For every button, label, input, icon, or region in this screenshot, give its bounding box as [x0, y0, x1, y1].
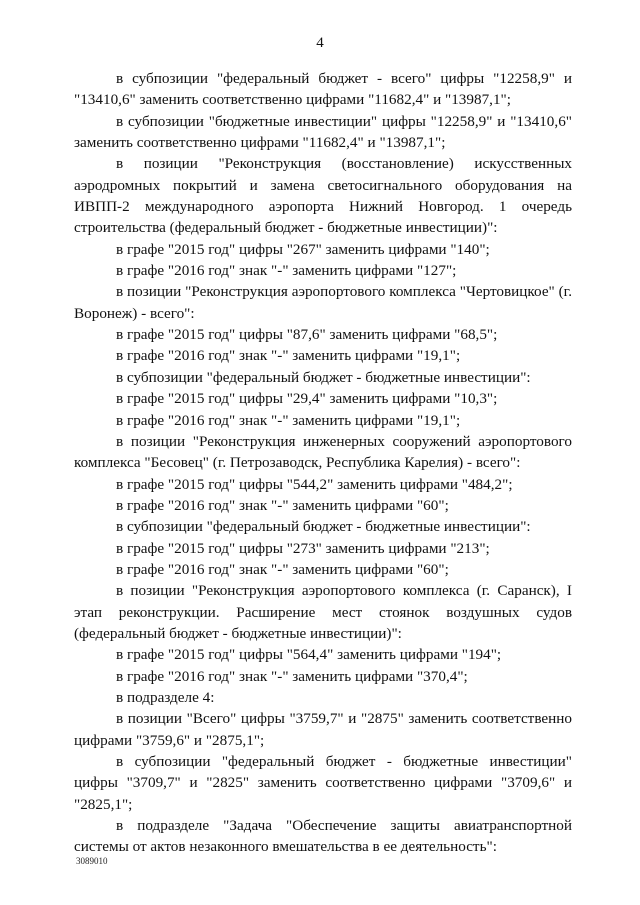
paragraph: в подразделе 4: [116, 688, 215, 706]
document-body [74, 68, 572, 858]
paragraph: в графе "2016 год" знак "-" заменить цифрами "60"; [116, 496, 449, 514]
paragraph: в позиции "Реконструкция инженерных сооружений аэропортового комплекса "Бесовец" (г. Петрозаводск, Республика Карелия) - всего": [74, 432, 572, 472]
paragraph: в позиции "Реконструкция аэропортового комплекса (г. Саранск), I этап реконструкции. Расширение мест стоянок воздушных судов (федеральный бюджет - бюджетные инвестиции)": [74, 582, 572, 642]
paragraph: в позиции "Реконструкция (восстановление) искусственных аэродромных покрытий и замена светосигнального оборудования на ИВПП-2 международного аэропорта Нижний Новгород. 1 очередь строительства (федеральный бюджет - бюджетные инвестиции)": [74, 155, 572, 237]
paragraph: в субпозиции "федеральный бюджет - всего" цифры "12258,9" и "13410,6" заменить соответственно цифрами "11682,4" и "13987,1"; [74, 70, 572, 109]
paragraph: в графе "2015 год" цифры "87,6" заменить цифрами "68,5"; [116, 326, 498, 344]
paragraph: в субпозиции "федеральный бюджет - бюджетные инвестиции": [116, 368, 531, 386]
paragraph: в субпозиции "бюджетные инвестиции" цифры "12258,9" и "13410,6" заменить соответственно цифрами "11682,4" и "13987,1"; [74, 112, 572, 152]
paragraph: в субпозиции "федеральный бюджет - бюджетные инвестиции" цифры "3709,7" и "2825" заменить соответственно цифрами "3709,6" и "2825,1"; [74, 753, 572, 813]
paragraph: в позиции "Реконструкция аэропортового комплекса "Чертовицкое" (г. Воронеж) - всего": [74, 283, 572, 322]
paragraph: в графе "2015 год" цифры "267" заменить цифрами "140"; [116, 240, 490, 258]
paragraph: в графе "2016 год" знак "-" заменить цифрами "60"; [116, 560, 449, 578]
paragraph: в графе "2015 год" цифры "544,2" заменить цифрами "484,2"; [116, 475, 513, 493]
paragraph: в графе "2015 год" цифры "564,4" заменить цифрами "194"; [116, 646, 502, 664]
paragraph: в графе "2016 год" знак "-" заменить цифрами "19,1"; [116, 411, 461, 429]
page-number: 4 [316, 35, 324, 51]
paragraph: в позиции "Всего" цифры "3759,7" и "2875" заменить соответственно цифрами "3759,6" и "2875,1"; [74, 710, 572, 749]
paragraph: в графе "2015 год" цифры "29,4" заменить цифрами "10,3"; [116, 390, 498, 408]
paragraph: в подразделе "Задача "Обеспечение защиты авиатранспортной системы от актов незаконного вмешательства в ее деятельность": [74, 817, 572, 856]
paragraph: в графе "2016 год" знак "-" заменить цифрами "127"; [116, 262, 457, 280]
document-code: 3089010 [76, 856, 108, 866]
paragraph: в графе "2015 год" цифры "273" заменить цифрами "213"; [116, 539, 490, 557]
paragraph: в графе "2016 год" знак "-" заменить цифрами "19,1"; [116, 347, 461, 365]
paragraph: в графе "2016 год" знак "-" заменить цифрами "370,4"; [116, 667, 468, 685]
paragraph: в субпозиции "федеральный бюджет - бюджетные инвестиции": [116, 518, 531, 536]
